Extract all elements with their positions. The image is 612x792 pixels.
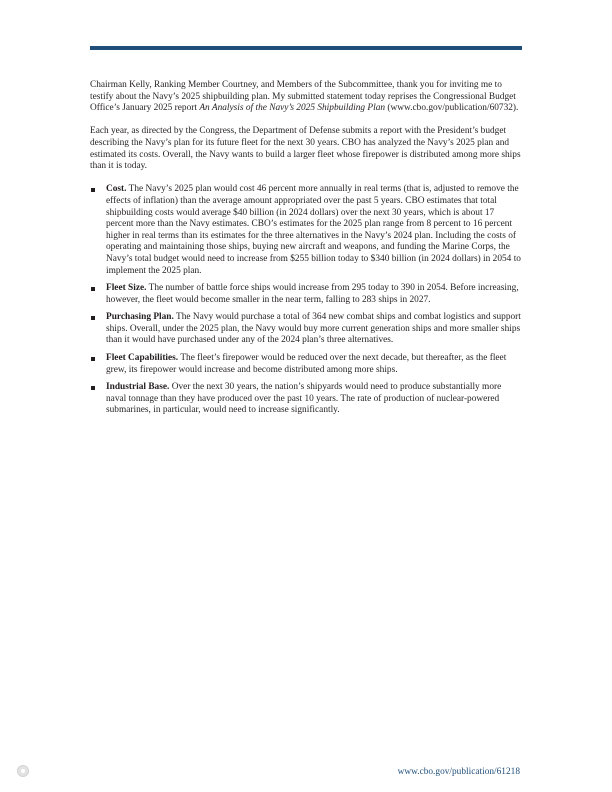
findings-list <box>90 184 522 417</box>
footer-publication-link[interactable]: www.cbo.gov/publication/61218 <box>397 767 520 777</box>
square-bullet-icon <box>91 386 95 390</box>
square-bullet-icon <box>91 188 95 192</box>
page-body <box>90 80 522 423</box>
intro-tail: (www.cbo.gov/publication/60732). <box>385 103 519 114</box>
list-item-industrial-base <box>90 382 522 417</box>
bullet-lead: Industrial Base. <box>106 382 170 393</box>
list-item-fleet-size <box>90 283 522 306</box>
bullet-text: The fleet’s firepower would be reduced over the next decade, but thereafter, as the fleet grew, its firepower would increase and become distributed among more ships. <box>106 353 507 375</box>
square-bullet-icon <box>91 357 95 361</box>
bullet-text: The Navy’s 2025 plan would cost 46 percent more annually in real terms (that is, adjusted to remove the effects of inflation) than the average amount appropriated over the past 5 years. CBO estimates that total shipbuilding costs would average $40 billion (in 2024 dollars) over the next 30 years, which is about 17 percent more than the Navy estimates. CBO’s estimates for the 2025 plan range from 8 percent to 16 percent higher in real terms than its estimates for the three alternatives in the Navy’s 2024 plan. Including the costs of operating and maintaining those ships, buying new aircraft and weapons, and funding the Marine Corps, the Navy’s total budget would need to increase from $255 billion today to $340 billion (in 2024 dollars) in 2054 to implement the 2025 plan. <box>106 184 521 276</box>
square-bullet-icon <box>91 287 95 291</box>
intro-paragraph <box>90 80 522 115</box>
cbo-seal-icon <box>17 765 29 777</box>
square-bullet-icon <box>91 316 95 320</box>
list-item-purchasing-plan <box>90 312 522 347</box>
intro-text: Chairman Kelly, Ranking Member Courtney, and Members of the Subcommittee, thank you for inviting me to testify about the Navy’s 2025 shipbuilding plan. My submitted statement today reprises the Congressional Budget Office’s January 2025 report <box>90 80 516 114</box>
report-title: An Analysis of the Navy’s 2025 Shipbuilding Plan <box>199 103 386 114</box>
bullet-lead: Purchasing Plan. <box>106 312 174 323</box>
bullet-text: Over the next 30 years, the nation’s shipyards would need to produce substantially more naval tonnage than they have produced over the past 10 years. The rate of production of nuclear-powered submarines, in particular, would need to increase significantly. <box>106 382 502 416</box>
list-item-fleet-capabilities <box>90 353 522 376</box>
bullet-text: The number of battle force ships would increase from 295 today to 390 in 2054. Before increasing, however, the fleet would become smaller in the near term, falling to 283 ships in 2027. <box>106 283 519 305</box>
list-item-cost <box>90 184 522 277</box>
bullet-text: The Navy would purchase a total of 364 new combat ships and combat logistics and support ships. Overall, under the 2025 plan, the Navy would buy more current generation ships and more smaller ships than it would have purchased under any of the 2024 plan’s three alternatives. <box>106 312 521 346</box>
bullet-lead: Fleet Size. <box>106 283 147 294</box>
summary-paragraph: Each year, as directed by the Congress, the Department of Defense submits a report with the President’s budget describing the Navy’s plan for its future fleet for the next 30 years. CBO has analyzed the Navy’s 2025 plan and estimated its costs. Overall, the Navy wants to build a larger fleet whose firepower is distributed among more ships than it is today. <box>90 126 521 172</box>
bullet-lead: Cost. <box>106 184 127 195</box>
header-rule <box>90 46 522 50</box>
bullet-lead: Fleet Capabilities. <box>106 353 179 364</box>
